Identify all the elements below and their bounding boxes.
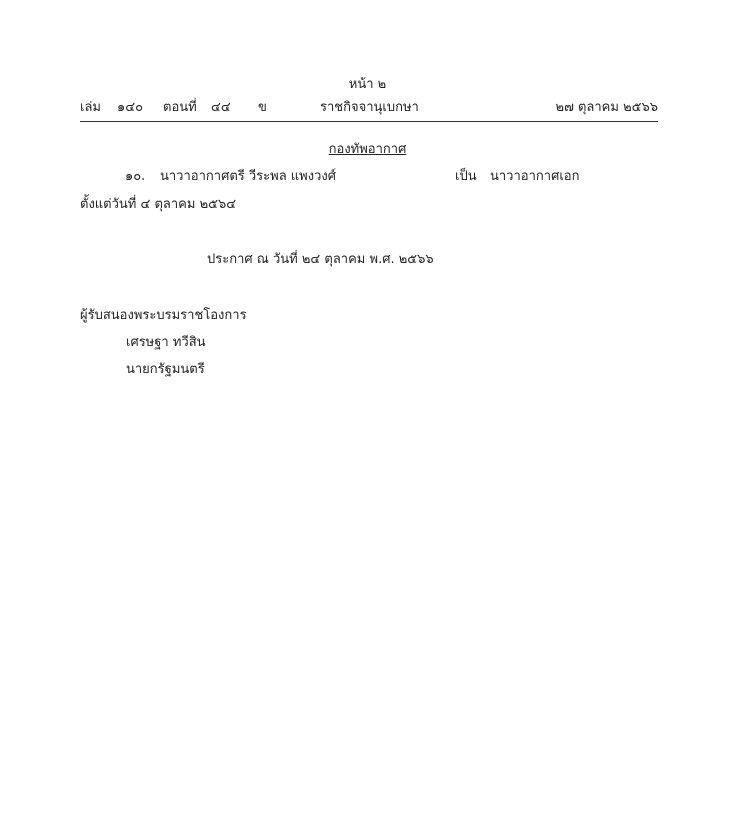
section-title: กองทัพอากาศ [328,142,407,157]
signer-name: เศรษฐา ทวีสิน [126,335,206,350]
header-divider [80,121,658,122]
volume-number: ๑๔๐ [117,100,144,115]
appointee-name: นาวาอากาศตรี วีระพล แพงวงศ์ [160,169,337,184]
appointment-item [80,169,658,189]
effective-date: ตั้งแต่วันที่ ๔ ตุลาคม ๒๕๖๔ [80,197,237,212]
announcement-date: ประกาศ ณ วันที่ ๒๔ ตุลาคม พ.ศ. ๒๕๖๖ [207,252,434,267]
page-number: หน้า ๒ [348,77,387,92]
volume-label: เล่ม [80,100,101,115]
item-number: ๑๐. [125,169,146,184]
to-label: เป็น [455,169,477,184]
gazette-name: ราชกิจจานุเบกษา [320,100,419,115]
section-label: ตอนที่ [163,100,197,115]
header-date: ๒๗ ตุลาคม ๒๕๖๖ [555,100,658,115]
countersign-label: ผู้รับสนองพระบรมราชโองการ [80,308,247,323]
section-type: ข [258,100,267,115]
new-rank: นาวาอากาศเอก [490,169,580,184]
gazette-header [80,100,658,120]
section-number: ๔๔ [211,100,231,115]
signer-title: นายกรัฐมนตรี [126,362,205,377]
